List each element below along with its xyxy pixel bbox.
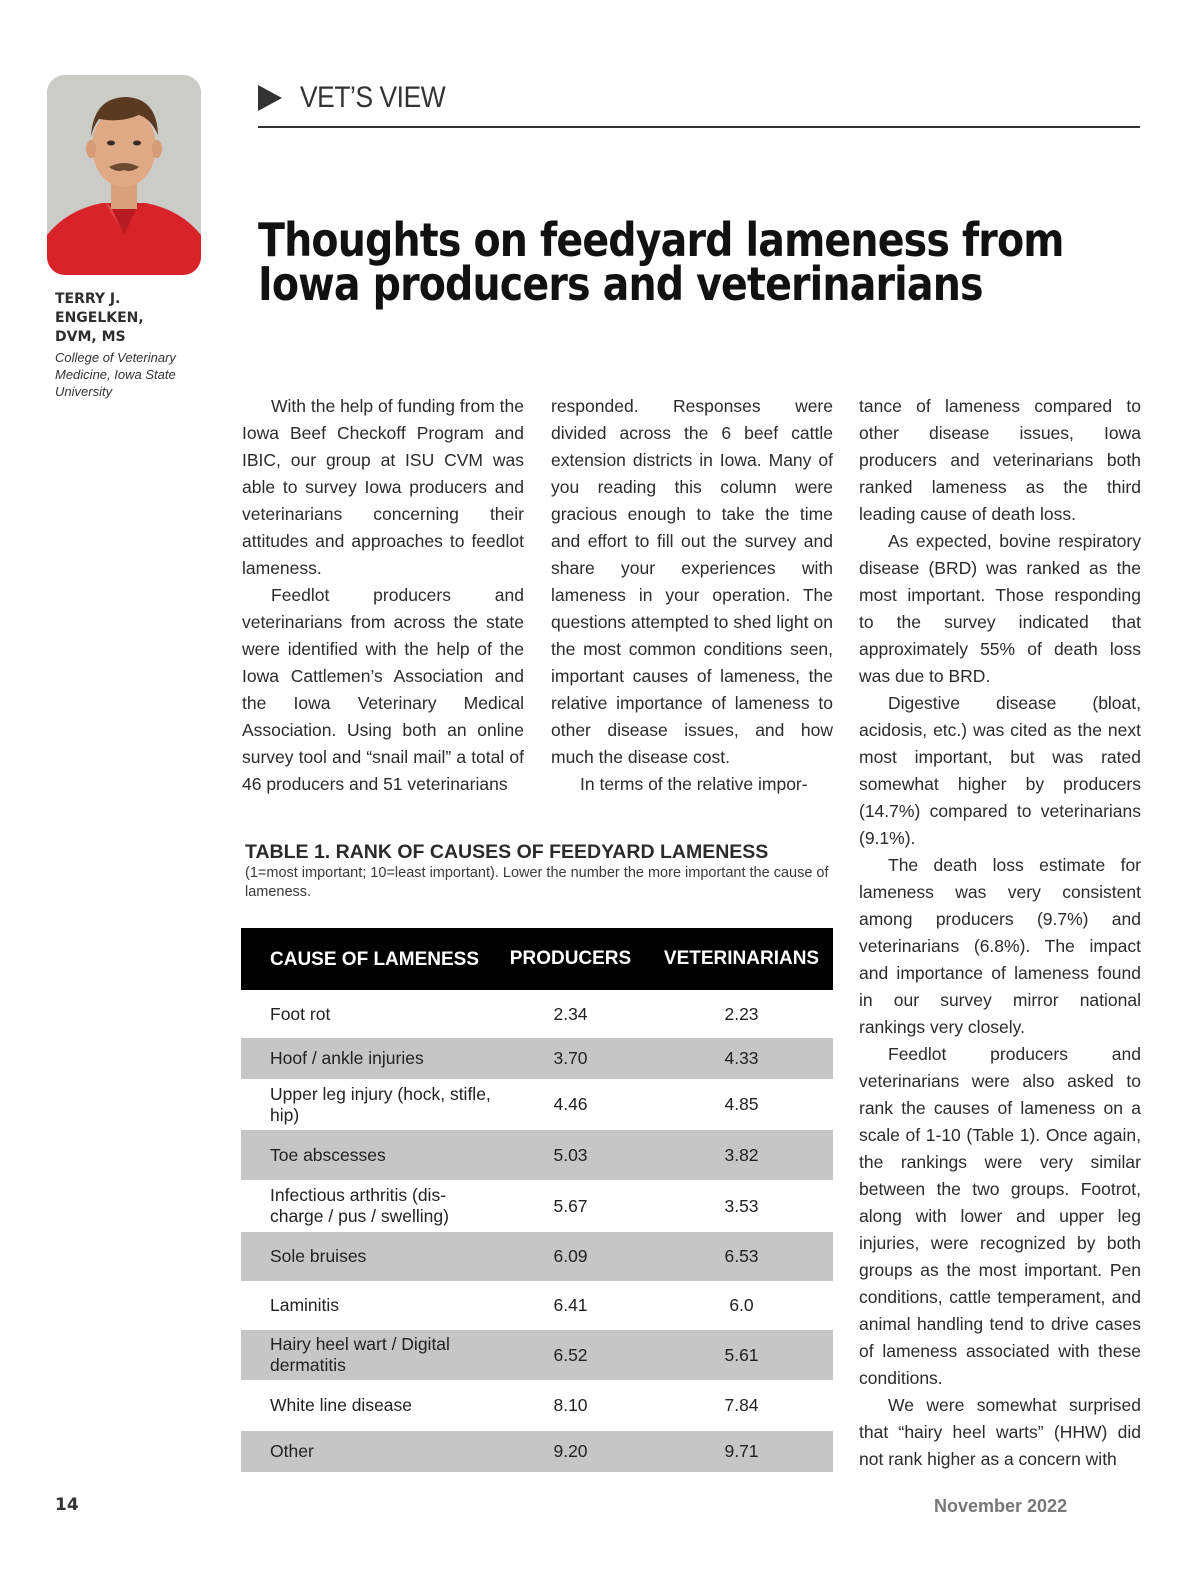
lameness-rank-table	[241, 928, 833, 1472]
header-cause: CAUSE OF LAMENESS	[270, 948, 480, 970]
header-producers: PRODUCERS	[509, 948, 632, 969]
author-credentials: DVM, MS	[55, 329, 126, 345]
body-column-3	[859, 393, 1141, 1473]
section-header	[258, 78, 465, 118]
author-name	[55, 290, 150, 347]
cell-producers: 6.52	[553, 1344, 588, 1365]
author-name-line: TERRY J.	[55, 291, 121, 307]
paragraph: responded. Responses were divided across the 6 beef cattle extension districts in Iowa. Many of you reading this column were gracious enough to take the time and effort to fill out the survey and share your experiences with lameness in your operation. The questions attempted to shed light on the most common conditions seen, important causes of lameness, the relative importance of lameness to other disease issues, and how much the disease cost.	[551, 396, 833, 767]
author-name-line: ENGELKEN,	[55, 310, 144, 326]
table-note: (1=most important; 10=least important). Lower the number the more important the cause of lameness.	[245, 865, 829, 900]
paragraph: In terms of the relative impor-	[580, 774, 808, 794]
cell-veterinarians: 7.84	[724, 1395, 759, 1415]
cell-cause: Sole bruises	[270, 1246, 367, 1266]
paragraph: Feedlot producers and veterinarians from across the state were identified with the help of the Iowa Cattlemen’s Association and the Iowa Veterinary Medical Association. Using both an online survey tool and “snail mail” a total of 46 producers and 51 veterinarians	[242, 585, 524, 794]
author-byline	[55, 290, 205, 400]
cell-cause: Hairy heel wart / Digital dermatitis	[270, 1334, 450, 1375]
cell-producers: 4.46	[553, 1094, 588, 1114]
cell-producers: 6.41	[553, 1295, 588, 1315]
cell-veterinarians: 9.71	[724, 1441, 759, 1461]
cell-veterinarians: 2.23	[724, 1003, 759, 1024]
table-row	[241, 1130, 833, 1180]
cell-producers: 8.10	[553, 1395, 588, 1415]
cell-cause: Other	[270, 1441, 314, 1461]
table-row	[241, 1232, 833, 1281]
cell-veterinarians: 3.82	[724, 1144, 759, 1165]
body-column-1	[242, 393, 524, 798]
play-triangle-icon	[258, 85, 282, 111]
paragraph: Feedlot producers and veterinarians were also asked to rank the causes of lameness on a scale of 1-10 (Table 1). Once again, the rankings were very similar between the two groups. Footrot, along with lower and upper leg injuries, were recognized by both groups as the most important. Pen conditions, cattle temperament, and animal handling tend to drive cases of lameness associated with these conditions.	[859, 1044, 1141, 1388]
table-row	[241, 1038, 833, 1079]
cell-producers: 5.67	[553, 1195, 588, 1216]
header-veterinarians: VETERINARIANS	[663, 948, 820, 969]
author-affiliation: College of Veterinary Medicine, Iowa State University	[55, 350, 176, 399]
paragraph: tance of lameness compared to other disease issues, Iowa producers and veterinarians both ranked lameness as the third leading cause of death loss.	[859, 396, 1141, 524]
cell-producers: 3.70	[553, 1048, 588, 1068]
cell-cause: Hoof / ankle injuries	[270, 1048, 424, 1068]
body-column-2	[551, 393, 833, 798]
cell-veterinarians: 4.85	[724, 1094, 759, 1114]
section-label: VET’S VIEW	[300, 81, 446, 114]
table-row	[241, 1281, 833, 1330]
article-title	[258, 213, 1064, 311]
table-row	[241, 1380, 833, 1431]
cell-veterinarians: 6.53	[724, 1246, 759, 1266]
cell-producers: 5.03	[553, 1144, 588, 1165]
cell-cause: White line disease	[270, 1395, 413, 1415]
table-row	[241, 1079, 833, 1130]
cell-cause: Laminitis	[270, 1295, 340, 1315]
paragraph: Digestive disease (bloat, acidosis, etc.) was cited as the next most important, but was rated somewhat higher by producers (14.7%) compared to veterinarians (9.1%).	[859, 693, 1141, 848]
cell-producers: 9.20	[553, 1441, 588, 1461]
cell-veterinarians: 5.61	[724, 1344, 759, 1365]
table-row	[241, 1330, 833, 1380]
cell-veterinarians: 3.53	[724, 1195, 759, 1216]
table-row	[241, 1180, 833, 1232]
cell-cause: Upper leg injury (hock, stifle, hip)	[270, 1083, 491, 1125]
author-photo	[47, 75, 201, 275]
issue-date: November 2022	[934, 1496, 1068, 1516]
cell-cause: Toe abscesses	[270, 1144, 386, 1165]
article-title-line: Thoughts on feedyard lameness from	[258, 213, 1064, 267]
table-title: TABLE 1. RANK OF CAUSES OF FEEDYARD LAMENESS	[245, 841, 769, 863]
paragraph: As expected, bovine respiratory disease (BRD) was ranked as the most important. Those responding to the survey indicated that approximately 55% of death loss was due to BRD.	[859, 531, 1141, 686]
table-header-row	[241, 928, 833, 990]
section-divider	[258, 126, 1140, 128]
cell-cause: Infectious arthritis (dis-charge / pus / swelling)	[270, 1185, 449, 1226]
table-row	[241, 1431, 833, 1472]
cell-veterinarians: 6.0	[729, 1295, 754, 1315]
cell-cause: Foot rot	[270, 1003, 331, 1024]
table-row	[241, 990, 833, 1038]
paragraph: With the help of funding from the Iowa Beef Checkoff Program and IBIC, our group at ISU CVM was able to survey Iowa producers and veterinarians concerning their attitudes and approaches to feedlot lameness.	[242, 396, 524, 578]
cell-producers: 6.09	[553, 1246, 588, 1266]
page-number: 14	[55, 1495, 79, 1515]
cell-producers: 2.34	[553, 1003, 588, 1024]
cell-veterinarians: 4.33	[724, 1048, 759, 1068]
paragraph: We were somewhat surprised that “hairy heel warts” (HHW) did not rank higher as a concern with	[859, 1395, 1141, 1469]
article-title-line: Iowa producers and veterinarians	[258, 257, 983, 311]
paragraph: The death loss estimate for lameness was very consistent among producers (9.7%) and veterinarians (6.8%). The impact and importance of lameness found in our survey mirror national rankings very closely.	[859, 855, 1141, 1037]
